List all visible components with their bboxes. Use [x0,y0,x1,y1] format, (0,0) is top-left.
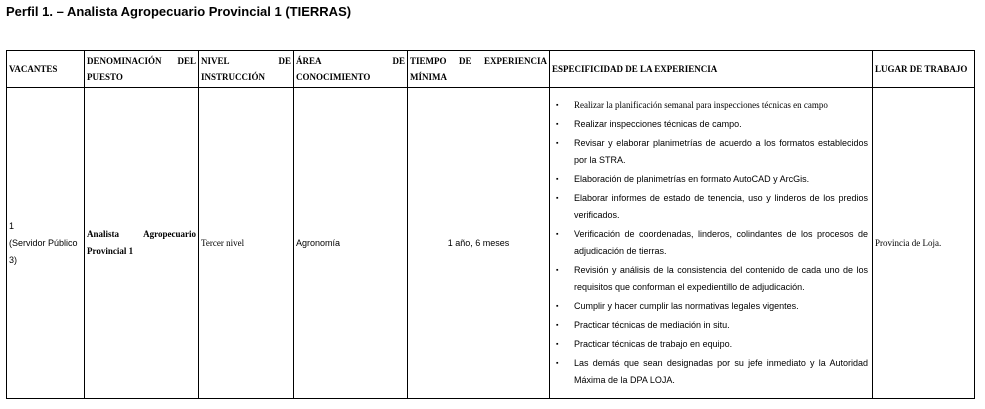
cell-vacantes [7,88,85,399]
bullet-icon: ▪ [556,341,559,348]
list-item [552,262,868,296]
bullet-icon: ▪ [556,231,559,238]
cell-area: Agronomía [294,88,408,399]
list-item [552,97,868,114]
header-tiempo-line2: MÍNIMA [410,72,447,82]
header-denominacion-line1: DENOMINACIÓN DEL [87,56,196,66]
list-item-text: Practicar técnicas de trabajo en equipo. [574,339,733,349]
list-item [552,116,868,133]
puesto-line1: Analista Agropecuario [87,229,196,239]
especificidad-list [552,93,870,393]
header-nivel [199,51,294,88]
list-item-text: Revisión y análisis de la consistencia del contenido de cada uno de los requisitos que conforman el expedientillo de adjudicación. [574,265,868,292]
cell-puesto [85,88,199,399]
header-vacantes: VACANTES [7,51,85,88]
header-nivel-line1: NIVEL DE [201,56,291,66]
list-item [552,336,868,353]
header-area [294,51,408,88]
header-tiempo-line1: TIEMPO DE EXPERIENCIA [410,56,547,66]
bullet-icon: ▪ [556,176,559,183]
vacantes-count: 1 [9,220,15,231]
list-item-text: Revisar y elaborar planimetrías de acuerdo a los formatos establecidos por la STRA. [574,138,868,165]
cell-tiempo: 1 año, 6 meses [408,88,550,399]
header-denominacion-line2: PUESTO [87,72,123,82]
bullet-icon: ▪ [556,267,559,274]
perfil-table [6,50,975,399]
header-row [7,51,975,88]
list-item [552,317,868,334]
list-item [552,190,868,224]
header-especificidad: ESPECIFICIDAD DE LA EXPERIENCIA [550,51,873,88]
header-denominacion [85,51,199,88]
list-item [552,298,868,315]
list-item-text: Elaborar informes de estado de tenencia, uso y linderos de los predios verificados. [574,193,868,220]
vacantes-servidor: (Servidor Público [9,237,78,248]
puesto-line2: Provincial 1 [87,246,134,256]
cell-especificidad [550,88,873,399]
list-item-text: Realizar inspecciones técnicas de campo. [574,119,742,129]
bullet-icon: ▪ [556,195,559,202]
list-item [552,171,868,188]
header-area-line1: ÁREA DE [296,56,405,66]
bullet-icon: ▪ [556,322,559,329]
bullet-icon: ▪ [556,140,559,147]
list-item [552,355,868,389]
list-item-text: Practicar técnicas de mediación in situ. [574,320,730,330]
list-item-text: Cumplir y hacer cumplir las normativas legales vigentes. [574,301,799,311]
page-title: Perfil 1. – Analista Agropecuario Provincial 1 (TIERRAS) [6,4,352,19]
bullet-icon: ▪ [556,101,559,109]
bullet-icon: ▪ [556,121,559,128]
bullet-icon: ▪ [556,360,559,367]
header-lugar: LUGAR DE TRABAJO [873,51,975,88]
header-nivel-line2: INSTRUCCIÓN [201,72,266,82]
list-item [552,135,868,169]
cell-lugar: Provincia de Loja. [873,88,975,399]
bullet-icon: ▪ [556,303,559,310]
list-item-text: Realizar la planificación semanal para inspecciones técnicas en campo [574,100,828,110]
list-item-text: Verificación de coordenadas, linderos, colindantes de los procesos de adjudicación de tierras. [574,229,868,256]
table-row [7,88,975,399]
cell-nivel: Tercer nivel [199,88,294,399]
list-item [552,226,868,260]
header-area-line2: CONOCIMIENTO [296,72,371,82]
vacantes-grado: 3) [9,254,18,265]
list-item-text: Elaboración de planimetrías en formato AutoCAD y ArcGis. [574,174,810,184]
header-tiempo [408,51,550,88]
list-item-text: Las demás que sean designadas por su jefe inmediato y la Autoridad Máxima de la DPA LOJA. [574,358,868,385]
